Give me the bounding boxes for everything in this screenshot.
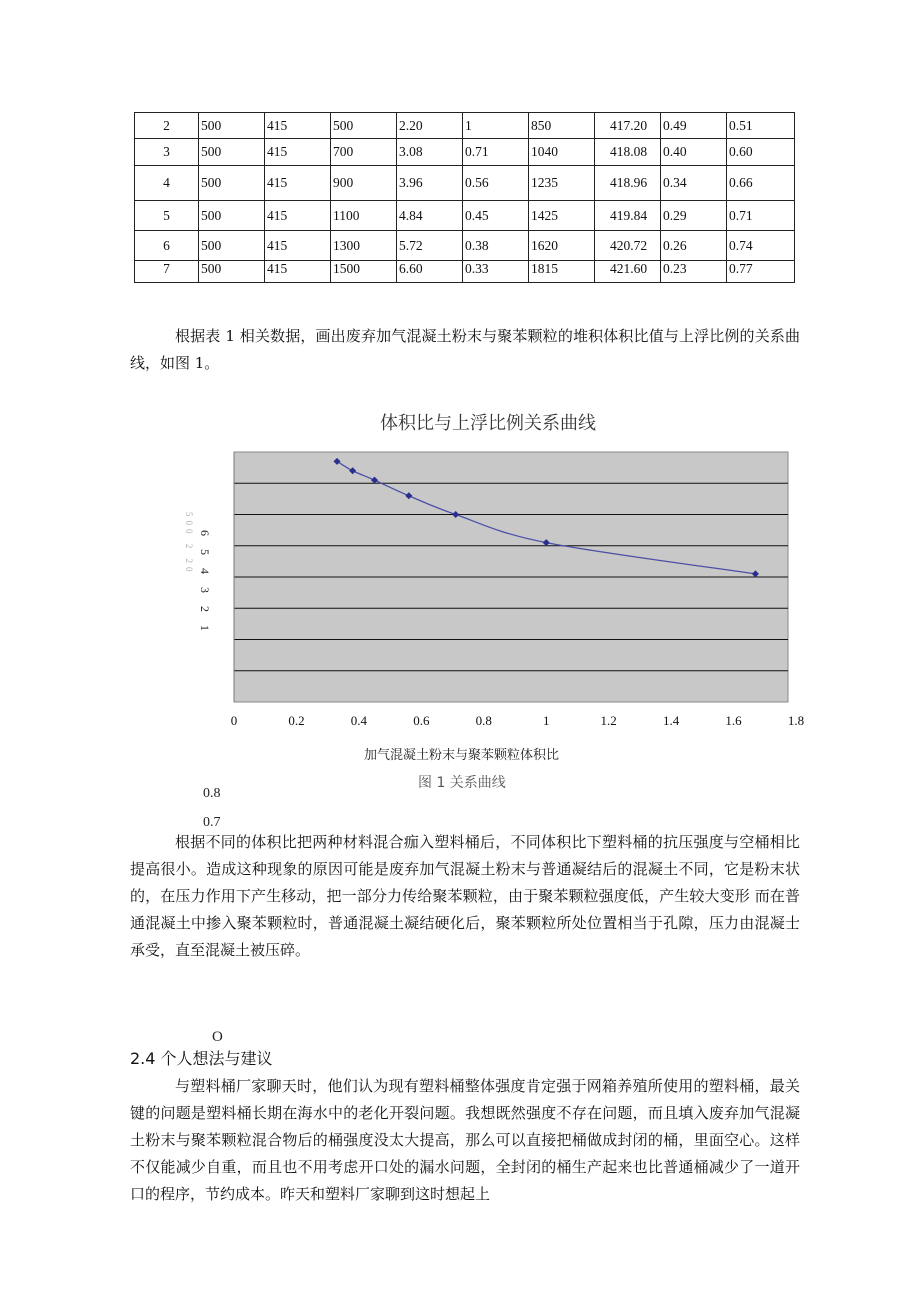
- table-cell: [529, 166, 595, 201]
- table-cell: [135, 113, 199, 139]
- table-cell-text: 0.56: [465, 175, 489, 190]
- table-cell-text: 5: [163, 207, 170, 223]
- y-tick-ghost: 500 2 20: [184, 512, 194, 576]
- table-row: [135, 139, 795, 166]
- table-cell: [397, 201, 463, 231]
- table-cell-text: 1: [465, 117, 472, 133]
- table-cell: [199, 201, 265, 231]
- table-cell-text: 0.38: [465, 237, 489, 253]
- table-cell: [397, 139, 463, 166]
- table-cell: [595, 113, 661, 139]
- table-cell-text: 500: [201, 207, 222, 223]
- table-cell: [463, 261, 529, 283]
- table-cell-text: 0.26: [663, 237, 687, 253]
- table-cell: [529, 261, 595, 283]
- x-tick-label: 0.2: [288, 713, 305, 728]
- table-cell-text: 415: [267, 144, 288, 159]
- table-cell-text: 1235: [531, 175, 558, 190]
- table-cell-text: 0.33: [465, 261, 489, 276]
- table-cell-text: 415: [267, 117, 288, 133]
- table-cell: [727, 113, 795, 139]
- line-chart: [190, 440, 805, 730]
- x-tick-label: 1.4: [662, 713, 680, 728]
- table-cell: [529, 231, 595, 261]
- table-cell-text: 415: [267, 237, 288, 253]
- table-cell: [397, 113, 463, 139]
- table-cell: [529, 113, 595, 139]
- x-tick-label: 0.6: [413, 713, 430, 728]
- table-cell-text: 850: [531, 117, 552, 133]
- table-cell: [199, 113, 265, 139]
- table-cell-text: 415: [267, 207, 288, 223]
- table-row: [135, 231, 795, 261]
- intro-paragraph: 根据表 1 相关数据，画出废弃加气混凝土粉末与聚苯颗粒的堆积体积比值与上浮比例的关系曲线，如图 1。: [130, 327, 800, 372]
- table-cell-text: 4: [163, 175, 170, 190]
- table-cell-text: 0.71: [465, 144, 489, 159]
- table-cell: [595, 201, 661, 231]
- table-cell: [661, 261, 727, 283]
- table-cell-text: 0.49: [663, 117, 687, 133]
- table-cell-text: 1620: [531, 237, 558, 253]
- table-cell-text: 1040: [531, 144, 558, 159]
- table-row: [135, 261, 795, 283]
- stray-label-o: O: [212, 1029, 223, 1045]
- table-cell-text: 1815: [531, 261, 558, 276]
- table-cell: [199, 139, 265, 166]
- table-cell: [661, 201, 727, 231]
- table-cell-text: 0.40: [663, 144, 687, 159]
- table-cell-text: 700: [333, 144, 354, 159]
- table-cell: [135, 139, 199, 166]
- table-cell-text: 421.60: [609, 261, 648, 276]
- table-cell: [135, 166, 199, 201]
- table-cell: [463, 201, 529, 231]
- table-cell-text: 0.23: [663, 261, 687, 276]
- table-cell: [331, 139, 397, 166]
- table-cell: [595, 231, 661, 261]
- table-cell-text: 418.08: [609, 144, 648, 159]
- table-cell-text: 500: [201, 261, 222, 276]
- figure-caption: [410, 770, 610, 791]
- table-cell: [727, 166, 795, 201]
- table-cell: [135, 261, 199, 283]
- table-cell-text: 500: [201, 144, 222, 159]
- table-cell: [265, 113, 331, 139]
- chart-title: 体积比与上浮比例关系曲线: [380, 413, 596, 434]
- table-cell-text: 420.72: [609, 237, 648, 253]
- table-cell-text: 3.08: [399, 144, 423, 159]
- table-cell: [661, 139, 727, 166]
- table-cell: [397, 166, 463, 201]
- table-cell-text: 417.20: [609, 117, 648, 133]
- table-cell: [595, 261, 661, 283]
- table-cell: [661, 166, 727, 201]
- stray-label-08: 0.8: [203, 786, 221, 801]
- table-cell: [199, 261, 265, 283]
- discussion-block: [130, 829, 800, 964]
- table-cell: [661, 231, 727, 261]
- table-cell: [135, 201, 199, 231]
- table-cell-text: 1100: [333, 207, 360, 223]
- section-paragraph: 与塑料桶厂家聊天时，他们认为现有塑料桶整体强度肯定强于网箱养殖所使用的塑料桶，最关键的问题是塑料桶长期在海水中的老化开裂问题。我想既然强度不存在问题，而且填入废弃加气混凝土粉末与聚苯颗粒混合物后的桶强度没太大提高，那么可以直接把桶做成封闭的桶，里面空心。这样不仅能减少自重，而且也不用考虑开口处的漏水问题，全封闭的桶生产起来也比普通桶减少了一道开口的程序，节约成本。昨天和塑料厂家聊到这时想起上: [130, 1077, 800, 1203]
- figure-caption-text: 图 1 关系曲线: [418, 775, 506, 791]
- table-cell: [727, 261, 795, 283]
- table-cell-text: 0.34: [663, 175, 687, 190]
- table-cell: [595, 139, 661, 166]
- table-cell-text: 0.71: [729, 207, 753, 223]
- table-cell: [397, 261, 463, 283]
- section-heading: 2.4 个人想法与建议: [130, 1049, 273, 1068]
- table-cell-text: 2.20: [399, 117, 423, 133]
- table-cell-text: 0.74: [729, 237, 753, 253]
- intro-paragraph-block: [130, 323, 800, 377]
- section-body: [130, 1073, 800, 1208]
- table-cell-text: 6.60: [399, 261, 423, 276]
- table-cell-text: 3: [163, 144, 170, 159]
- table-cell: [199, 231, 265, 261]
- table-cell-text: 1300: [333, 237, 360, 253]
- table-cell-text: 500: [333, 117, 354, 133]
- table-cell-text: 415: [267, 175, 288, 190]
- x-axis-label: 加气混凝土粉末与聚苯颗粒体积比: [364, 748, 560, 763]
- table-cell-text: 0.29: [663, 207, 687, 223]
- data-table: [134, 112, 795, 283]
- table-cell-text: 500: [201, 117, 222, 133]
- table-cell-text: 0.66: [729, 175, 753, 190]
- table-cell: [529, 139, 595, 166]
- table-row: [135, 166, 795, 201]
- table-cell-text: 4.84: [399, 207, 423, 223]
- table-cell-text: 1500: [333, 261, 360, 276]
- table-cell-text: 500: [201, 175, 222, 190]
- x-tick-label: 0.4: [350, 713, 368, 728]
- table-cell: [265, 166, 331, 201]
- table-cell: [529, 201, 595, 231]
- table-cell-text: 419.84: [609, 207, 648, 223]
- table-row: [135, 113, 795, 139]
- table-cell: [199, 166, 265, 201]
- table-cell-text: 3.96: [399, 175, 423, 190]
- table-cell: [463, 166, 529, 201]
- table-cell: [727, 201, 795, 231]
- x-tick-label: 1: [542, 713, 550, 728]
- x-tick-label: 0.8: [475, 713, 492, 728]
- table-cell-text: 7: [163, 261, 170, 276]
- table-cell: [727, 231, 795, 261]
- table-cell: [331, 201, 397, 231]
- table-cell-text: 0.45: [465, 207, 489, 223]
- table-body: [135, 113, 795, 283]
- table-cell: [397, 231, 463, 261]
- table-cell-text: 0.51: [729, 117, 753, 133]
- table-cell: [727, 139, 795, 166]
- table-cell: [463, 139, 529, 166]
- table-cell-text: 500: [201, 237, 222, 253]
- table-cell-text: 5.72: [399, 237, 423, 253]
- table-cell: [265, 201, 331, 231]
- table-cell: [661, 113, 727, 139]
- table-cell: [265, 231, 331, 261]
- stray-label-07: 0.7: [203, 815, 221, 830]
- x-tick-label: 1.2: [600, 713, 617, 728]
- table-cell-text: 418.96: [609, 175, 648, 190]
- table-cell-text: 6: [163, 237, 170, 253]
- y-tick-labels: 6 5 4 3 2 1: [198, 530, 212, 636]
- table-cell: [331, 231, 397, 261]
- table-cell-text: 415: [267, 261, 288, 276]
- table-cell: [463, 113, 529, 139]
- table-cell-text: 2: [163, 117, 170, 133]
- table-cell: [463, 231, 529, 261]
- discussion-paragraph: 根据不同的体积比把两种材料混合痂入塑料桶后，不同体积比下塑料桶的抗压强度与空桶相比提高很小。造成这种现象的原因可能是废弃加气混凝土粉末与普通凝结后的混凝土不同，它是粉末状的，在压力作用下产生移动，把一部分力传给聚苯颗粒，由于聚苯颗粒强度低，产生较大变形 而在普通混凝土中掺入聚苯颗粒时，普通混凝土凝结硬化后，聚苯颗粒所处位置相当于孔隙，压力由混凝士承受，直至混凝土被压碎。: [130, 833, 800, 959]
- table-cell: [135, 231, 199, 261]
- x-tick-label: 0: [230, 713, 238, 728]
- table-cell: [331, 113, 397, 139]
- x-tick-label: 1.8: [787, 713, 805, 728]
- table-cell: [595, 166, 661, 201]
- table-cell-text: 0.77: [729, 261, 753, 276]
- x-tick-label: 1.6: [725, 713, 742, 728]
- table-cell-text: 1425: [531, 207, 558, 223]
- table-cell: [265, 261, 331, 283]
- table-cell: [331, 261, 397, 283]
- table-cell-text: 900: [333, 175, 354, 190]
- table-cell: [331, 166, 397, 201]
- table-cell-text: 0.60: [729, 144, 753, 159]
- table-cell: [265, 139, 331, 166]
- table-row: [135, 201, 795, 231]
